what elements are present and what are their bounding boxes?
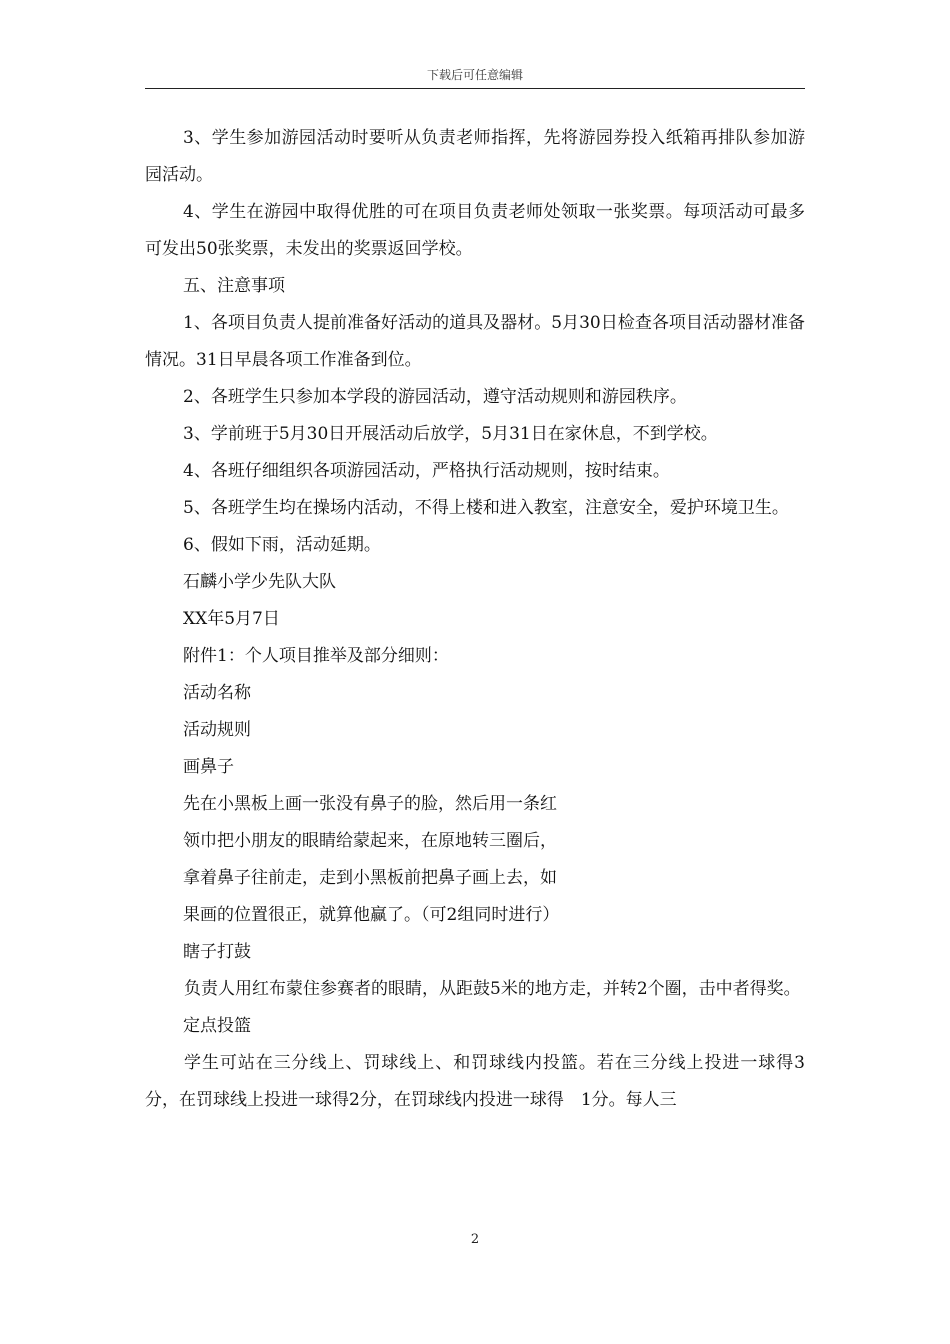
paragraph: 2、各班学生只参加本学段的游园活动，遵守活动规则和游园秩序。 — [183, 387, 687, 407]
paragraph: 6、假如下雨，活动延期。 — [183, 535, 381, 555]
paragraph: 4、各班仔细组织各项游园活动，严格执行活动规则，按时结束。 — [183, 461, 670, 481]
activity-name: 画鼻子 — [183, 757, 234, 777]
activity-rule-line: 果画的位置很正，就算他赢了。（可2组同时进行） — [183, 905, 560, 925]
paragraph: 1、各项目负责人提前准备好活动的道具及器材。5月30日检查各项目活动器材准备情况。31日早晨各项工作准备到位。 — [145, 313, 805, 370]
page-number: 2 — [470, 1232, 480, 1247]
table-header-name: 活动名称 — [183, 683, 251, 703]
activity-rule: 负责人用红布蒙住参赛者的眼睛，从距鼓5米的地方走，并转2个圈，击中者得奖。 — [184, 979, 801, 999]
activity-name: 瞎子打鼓 — [183, 942, 251, 962]
table-header-rule: 活动规则 — [183, 720, 251, 740]
activity-rule-line: 拿着鼻子往前走，走到小黑板前把鼻子画上去，如 — [183, 868, 557, 888]
section-heading: 五、注意事项 — [183, 276, 285, 296]
header-rule — [145, 88, 805, 89]
activity-rule-line: 领巾把小朋友的眼睛给蒙起来，在原地转三圈后， — [183, 831, 557, 851]
paragraph: 4、学生在游园中取得优胜的可在项目负责老师处领取一张奖票。每项活动可最多可发出50张奖票，未发出的奖票返回学校。 — [145, 202, 805, 259]
activity-rule-line: 先在小黑板上画一张没有鼻子的脸，然后用一条红 — [183, 794, 557, 814]
appendix-title: 附件1：个人项目推举及部分细则： — [183, 646, 449, 666]
page-header: 下载后可任意编辑 — [426, 68, 523, 82]
signature-date: XX年5月7日 — [183, 609, 280, 629]
signature-org: 石麟小学少先队大队 — [183, 572, 336, 592]
activity-name: 定点投篮 — [183, 1016, 251, 1036]
paragraph: 5、各班学生均在操场内活动，不得上楼和进入教室，注意安全，爱护环境卫生。 — [183, 498, 789, 518]
document-body — [145, 120, 805, 1119]
paragraph: 3、学生参加游园活动时要听从负责老师指挥，先将游园券投入纸箱再排队参加游园活动。 — [145, 128, 805, 185]
paragraph: 3、学前班于5月30日开展活动后放学，5月31日在家休息，不到学校。 — [183, 424, 718, 444]
activity-rule: 学生可站在三分线上、罚球线上、和罚球线内投篮。若在三分线上投进一球得3分，在罚球线上投进一球得2分，在罚球线内投进一球得 1分。每人三 — [145, 1053, 805, 1110]
